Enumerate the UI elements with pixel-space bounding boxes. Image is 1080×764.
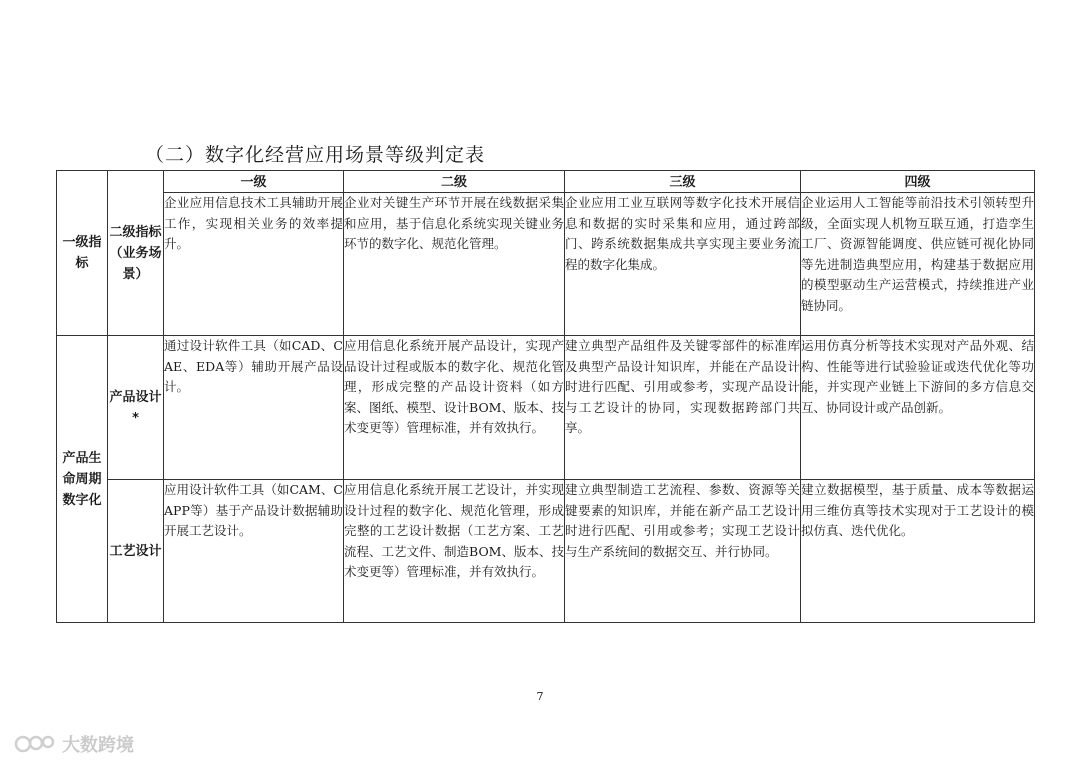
row1-level4-cell: 运用仿真分析等技术实现对产品外观、结构、性能等进行试验验证或迭代优化等功能，并实现产业链上下游间的多方信息交互、协同设计或产品创新。 <box>801 336 1035 480</box>
level-4-header: 四级 <box>801 171 1035 193</box>
watermark <box>14 731 134 757</box>
row1-level3-cell: 建立典型产品组件及关键零部件的标准库及典型产品设计知识库，并能在产品设计时进行匹配、引用或参考，实现产品设计与工艺设计的协同，实现数据跨部门共享。 <box>565 336 801 480</box>
row0-level1-cell: 企业应用信息技术工具辅助开展工作，实现相关业务的效率提升。 <box>164 193 344 336</box>
table-row <box>57 336 1035 480</box>
grading-table <box>56 170 1035 623</box>
row2-level1-cell: 应用设计软件工具（如CAM、CAPP等）基于产品设计数据辅助开展工艺设计。 <box>164 480 344 623</box>
level-2-header: 二级 <box>344 171 565 193</box>
scenario-cell-process-design: 工艺设计 <box>108 480 164 623</box>
row0-level2-cell: 企业对关键生产环节开展在线数据采集和应用，基于信息化系统实现关键业务环节的数字化、规范化管理。 <box>344 193 565 336</box>
level-3-header: 三级 <box>565 171 801 193</box>
table-row <box>57 193 1035 336</box>
table-row <box>57 480 1035 623</box>
table-header-row <box>57 171 1035 193</box>
row0-level4-cell: 企业运用人工智能等前沿技术引领转型升级，全面实现人机物互联互通，打造孪生工厂、资源智能调度、供应链可视化协同等先进制造典型应用，构建基于数据应用的模型驱动生产运营模式，持续推进产业链协同。 <box>801 193 1035 336</box>
header-col2-label: 二级指标（业务场景） <box>109 224 162 282</box>
page-title: （二）数字化经营应用场景等级判定表 <box>145 144 486 166</box>
row2-level2-cell: 应用信息化系统开展工艺设计，并实现设计过程的数字化、规范化管理，形成完整的工艺设计数据（工艺方案、工艺流程、工艺文件、制造BOM、版本、技术变更等）管理标准，并有效执行。 <box>344 480 565 623</box>
watermark-logo-icon <box>14 733 58 755</box>
scenario-cell-product-design: 产品设计* <box>108 336 164 480</box>
row1-level1-cell: 通过设计软件工具（如CAD、CAE、EDA等）辅助开展产品设计。 <box>164 336 344 480</box>
row1-level2-cell: 应用信息化系统开展产品设计，实现产品设计过程或版本的数字化、规范化管理，形成完整的产品设计资料（如方案、图纸、模型、设计BOM、版本、技术变更等）管理标准，并有效执行。 <box>344 336 565 480</box>
category-cell: 产品生命周期数字化 <box>57 336 108 623</box>
watermark-text: 大数跨境 <box>62 735 134 756</box>
header-col2 <box>108 171 164 336</box>
level-1-header: 一级 <box>164 171 344 193</box>
row0-level3-cell: 企业应用工业互联网等数字化技术开展信息和数据的实时采集和应用，通过跨部门、跨系统数据集成共享实现主要业务流程的数字化集成。 <box>565 193 801 336</box>
row2-level4-cell: 建立数据模型，基于质量、成本等数据运用三维仿真等技术实现对于工艺设计的模拟仿真、迭代优化。 <box>801 480 1035 623</box>
page-number: 7 <box>536 690 544 703</box>
header-col1-label: 一级指标 <box>62 235 102 271</box>
row2-level3-cell: 建立典型制造工艺流程、参数、资源等关键要素的知识库，并能在新产品工艺设计时进行匹配、引用或参考；实现工艺设计与生产系统间的数据交互、并行协同。 <box>565 480 801 623</box>
header-col1 <box>57 171 108 336</box>
